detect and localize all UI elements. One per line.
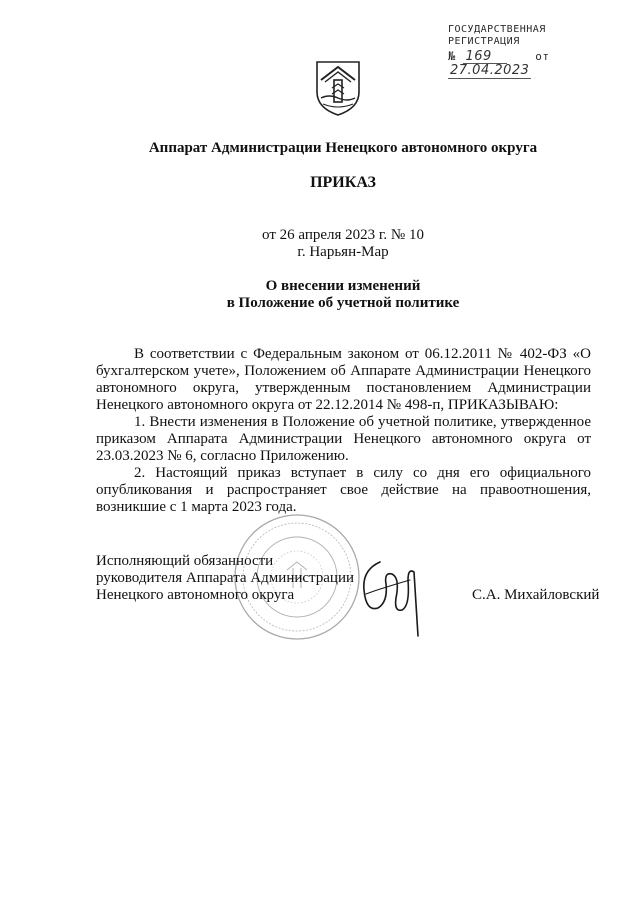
registration-stamp — [448, 24, 618, 77]
organization-title: Аппарат Администрации Ненецкого автономного округа — [148, 140, 538, 156]
position-line-2: руководителя Аппарата Администрации — [96, 570, 355, 586]
registration-date: 27.04.2023 — [450, 63, 530, 78]
registration-label-2: РЕГИСТРАЦИЯ — [448, 36, 520, 47]
position-line-1: Исполняющий обязанности — [96, 553, 274, 569]
position-line-3: Ненецкого автономного округа — [96, 587, 295, 603]
order-item-2: 2. Настоящий приказ вступает в силу со дня его официального опубликования и распространяет свое действие на правоотношения, возникшие с 1 марта 2023 года. — [96, 465, 591, 515]
subject-line-1: О внесении изменений — [265, 278, 421, 294]
document-city: г. Нарьян-Мар — [297, 244, 389, 260]
signer-name: С.А. Михайловский — [472, 587, 600, 603]
registration-date-prefix: от — [535, 50, 550, 63]
registration-number: 169 — [463, 51, 507, 64]
signatory-position — [96, 553, 354, 604]
document-date-number: от 26 апреля 2023 г. № 10 — [262, 227, 424, 243]
registration-label-1: ГОСУДАРСТВЕННАЯ — [448, 24, 546, 35]
document-subject — [0, 278, 640, 312]
document-type: ПРИКАЗ — [310, 174, 376, 191]
coat-of-arms-icon — [313, 58, 363, 118]
registration-number-sign: № — [448, 49, 456, 63]
handwritten-signature — [352, 550, 432, 650]
order-item-1: 1. Внести изменения в Положение об учетной политике, утвержденное приказом Аппарата Администрации Ненецкого автономного округа от 23.03.2023 № 6, согласно Приложению. — [96, 414, 591, 464]
preamble-paragraph: В соответствии с Федеральным законом от 06.12.2011 № 402-ФЗ «О бухгалтерском учете», Положением об Аппарате Администрации Ненецкого автономного округа, утвержденным постановлением Администрации Ненецкого автономного округа от 22.12.2014 № 498-п, ПРИКАЗЫВАЮ: — [96, 346, 591, 413]
subject-line-2: в Положение об учетной политике — [226, 295, 460, 311]
registration-number-line — [448, 50, 618, 77]
document-body — [96, 346, 591, 516]
